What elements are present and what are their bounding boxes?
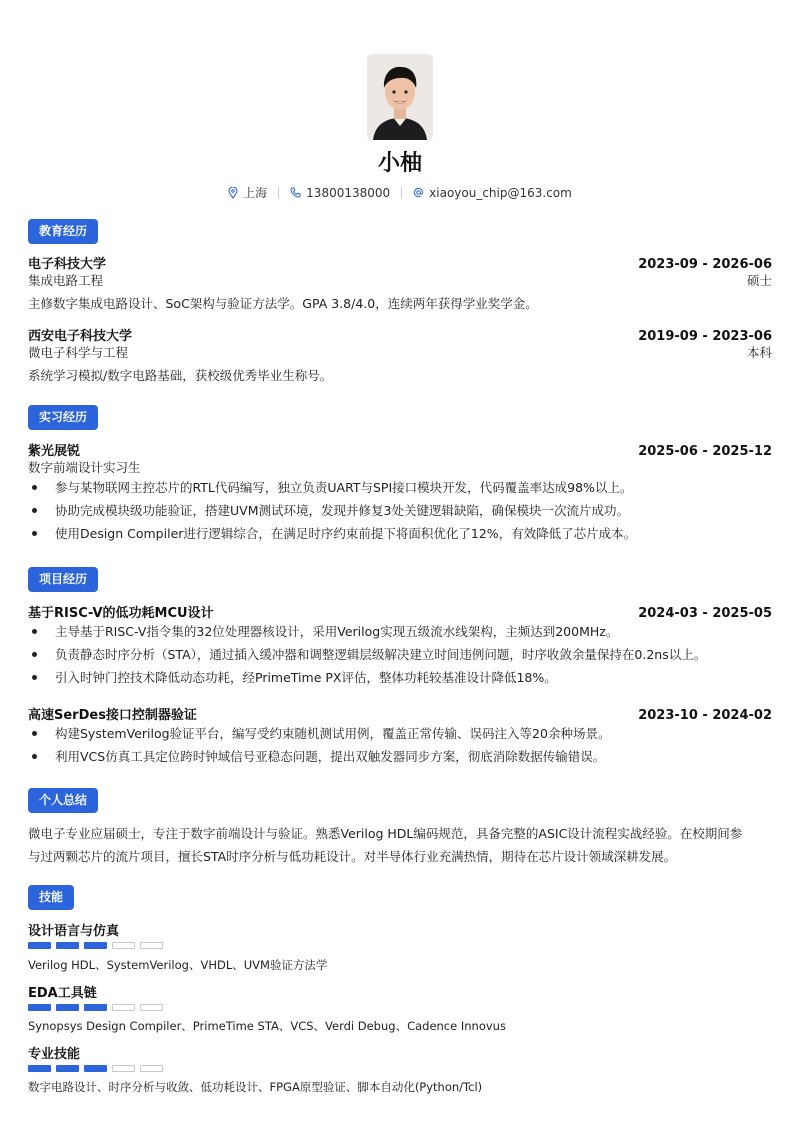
skill-level-bar [28, 1004, 168, 1011]
section-title-projects: 项目经历 [28, 567, 98, 592]
education-description: 系统学习模拟/数字电路基础，获校级优秀毕业生称号。 [28, 368, 333, 383]
section-title-skills: 技能 [28, 885, 74, 910]
education-description: 主修数字集成电路设计、SoC架构与验证方法学。GPA 3.8/4.0，连续两年获得学业奖学金。 [28, 296, 538, 311]
skill-segment-filled [28, 1004, 51, 1011]
email-text: xiaoyou_chip@163.com [429, 185, 572, 200]
degree-label: 硕士 [746, 273, 772, 288]
list-item: 利用VCS仿真工具定位跨时钟域信号亚稳态问题，提出双触发器同步方案，彻底消除数据传输错误。 [28, 745, 772, 768]
project-row-2 [28, 704, 772, 723]
skill-title: 设计语言与仿真 [28, 924, 120, 939]
skill-description: Verilog HDL、SystemVerilog、VHDL、UVM验证方法学 [28, 958, 328, 972]
contact-phone[interactable] [290, 186, 390, 200]
contact-email[interactable] [413, 186, 572, 200]
skill-segment-empty [140, 942, 163, 949]
education-subrow-1 [28, 271, 772, 289]
education-row-2 [28, 325, 772, 344]
list-item: 引入时钟门控技术降低动态功耗，经PrimeTime PX评估，整体功耗较基准设计降低18%。 [28, 666, 772, 689]
skill-segment-filled [28, 942, 51, 949]
education-date: 2019-09 - 2023-06 [638, 329, 772, 344]
project-date: 2023-10 - 2024-02 [638, 708, 772, 723]
skill-segment-empty [140, 1004, 163, 1011]
skill-segment-empty [112, 942, 135, 949]
list-item: 主导基于RISC-V指令集的32位处理器核设计，采用Verilog实现五级流水线架构，主频达到200MHz。 [28, 620, 772, 643]
internship-role: 数字前端设计实习生 [28, 460, 141, 475]
list-item: 参与某物联网主控芯片的RTL代码编写，独立负责UART与SPI接口模块开发，代码覆盖率达成98%以上。 [28, 476, 772, 499]
skill-segment-empty [140, 1065, 163, 1072]
education-row-1 [28, 253, 772, 272]
skill-segment-filled [84, 1004, 107, 1011]
skill-segment-empty [112, 1065, 135, 1072]
education-date: 2023-09 - 2026-06 [638, 257, 772, 272]
skill-title: EDA工具链 [28, 986, 97, 1001]
school-name: 电子科技大学 [28, 257, 107, 272]
school-name: 西安电子科技大学 [28, 329, 133, 344]
list-item: 使用Design Compiler进行逻辑综合，在满足时序约束前提下将面积优化了12%，有效降低了芯片成本。 [28, 522, 772, 545]
skill-segment-filled [84, 1065, 107, 1072]
skill-segment-filled [56, 942, 79, 949]
degree-label: 本科 [746, 345, 772, 360]
skill-segment-filled [84, 942, 107, 949]
section-title-education: 教育经历 [28, 219, 98, 244]
skill-level-bar [28, 942, 168, 949]
project-bullets-2 [28, 722, 772, 768]
contact-divider [401, 187, 402, 199]
project-name: 基于RISC-V的低功耗MCU设计 [28, 606, 214, 621]
contact-location [228, 184, 267, 201]
contact-divider [278, 187, 279, 199]
phone-icon [290, 187, 301, 198]
summary-line-1: 微电子专业应届硕士，专注于数字前端设计与验证。熟悉Verilog HDL编码规范，具备完整的ASIC设计流程实战经验。在校期间参 [28, 826, 743, 841]
major-name: 集成电路工程 [28, 273, 104, 288]
summary-line-2: 与过两颗芯片的流片项目，擅长STA时序分析与低功耗设计。对半导体行业充满热情，期待在芯片设计领域深耕发展。 [28, 849, 677, 864]
phone-text: 13800138000 [306, 185, 391, 200]
skill-segment-filled [28, 1065, 51, 1072]
project-date: 2024-03 - 2025-05 [638, 606, 772, 621]
major-name: 微电子科学与工程 [28, 345, 129, 360]
candidate-name: 小柚 [377, 151, 422, 176]
skill-level-bar [28, 1065, 168, 1072]
internship-date: 2025-06 - 2025-12 [638, 444, 772, 459]
internship-role-row [28, 458, 772, 476]
skill-segment-filled [56, 1065, 79, 1072]
section-title-summary: 个人总结 [28, 788, 98, 813]
location-text: 上海 [243, 186, 268, 200]
education-subrow-2 [28, 343, 772, 361]
skill-segment-filled [56, 1004, 79, 1011]
list-item: 协助完成模块级功能验证，搭建UVM测试环境，发现并修复3处关键逻辑缺陷，确保模块一次流片成功。 [28, 499, 772, 522]
skill-segment-empty [112, 1004, 135, 1011]
contact-line [0, 184, 800, 201]
skill-description: Synopsys Design Compiler、PrimeTime STA、VCS、Verdi Debug、Cadence Innovus [28, 1019, 506, 1033]
avatar-photo [367, 54, 433, 140]
location-pin-icon [228, 187, 238, 199]
project-name: 高速SerDes接口控制器验证 [28, 708, 197, 723]
list-item: 负责静态时序分析（STA），通过插入缓冲器和调整逻辑层级解决建立时间违例问题，时序收敛余量保持在0.2ns以上。 [28, 643, 772, 666]
company-name: 紫光展锐 [28, 444, 81, 459]
internship-bullets [28, 476, 772, 545]
list-item: 构建SystemVerilog验证平台，编写受约束随机测试用例，覆盖正常传输、误码注入等20余种场景。 [28, 722, 772, 745]
section-title-internship: 实习经历 [28, 405, 98, 430]
project-row-1 [28, 602, 772, 621]
skill-title: 专业技能 [28, 1047, 81, 1062]
email-at-icon [413, 187, 424, 198]
skill-description: 数字电路设计、时序分析与收敛、低功耗设计、FPGA原型验证、脚本自动化(Python/Tcl) [28, 1080, 483, 1094]
project-bullets-1 [28, 620, 772, 689]
internship-row [28, 440, 772, 459]
